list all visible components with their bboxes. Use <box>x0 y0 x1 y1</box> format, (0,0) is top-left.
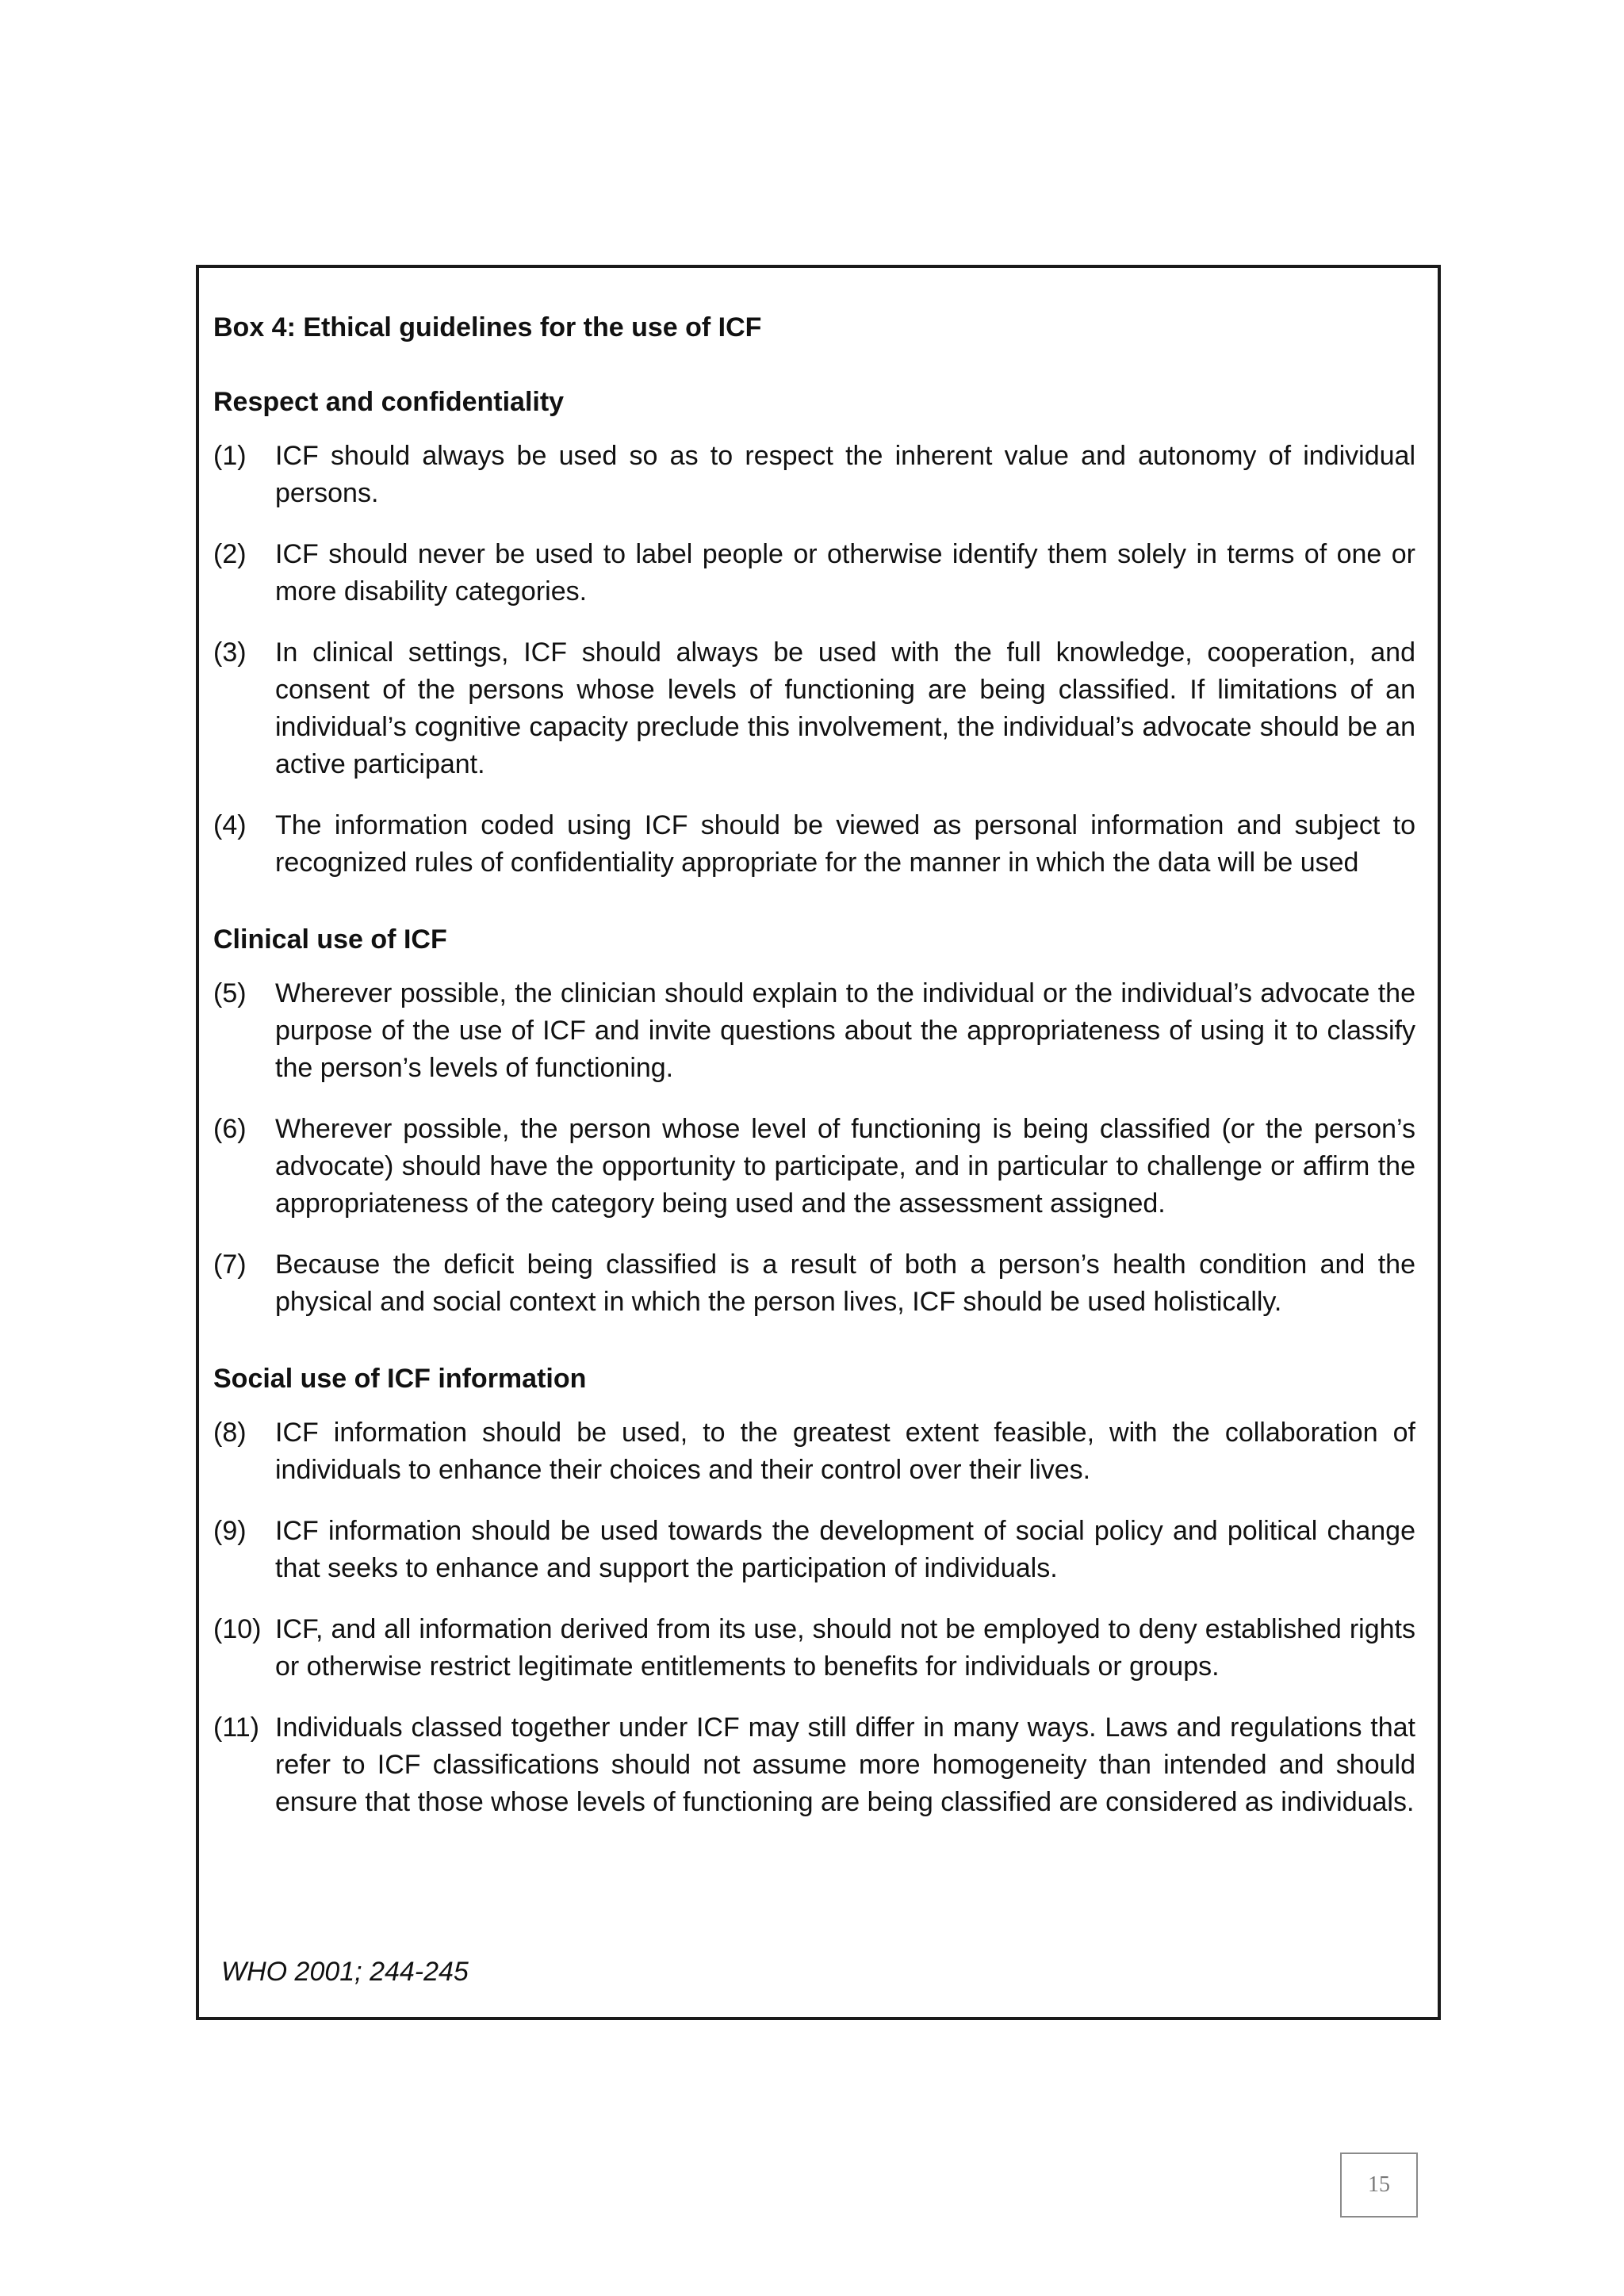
list-item <box>213 807 1415 882</box>
item-number: (8) <box>213 1418 247 1448</box>
list-item <box>213 536 1415 610</box>
item-text: Wherever possible, the clinician should explain to the individual or the individual’s advocate the purpose of the use of ICF and invite questions about the appropriateness of using it to classify the person’s levels of functioning. <box>275 978 1415 1083</box>
item-number: (1) <box>213 441 247 471</box>
item-number: (2) <box>213 539 247 569</box>
item-number: (5) <box>213 978 247 1008</box>
item-text: The information coded using ICF should be viewed as personal information and subject to recognized rules of confidentiality appropriate for the manner in which the data will be used <box>275 810 1415 878</box>
section-heading-respect: Respect and confidentiality <box>213 387 565 417</box>
item-text: ICF should never be used to label people or otherwise identify them solely in terms of one or more disability categories. <box>275 539 1415 607</box>
item-text: ICF information should be used towards the development of social policy and political change that seeks to enhance and support the participation of individuals. <box>275 1516 1415 1583</box>
section-heading-social: Social use of ICF information <box>213 1364 587 1394</box>
list-item <box>213 975 1415 1087</box>
item-text: ICF should always be used so as to respect the inherent value and autonomy of individual persons. <box>275 441 1415 508</box>
item-number: (4) <box>213 810 247 840</box>
item-text: Individuals classed together under ICF may still differ in many ways. Laws and regulations that refer to ICF classifications should not assume more homogeneity than intended and should ensure that those whose levels of functioning are being classified are considered as individuals. <box>275 1712 1415 1817</box>
list-item <box>213 1414 1415 1489</box>
item-number: (3) <box>213 637 247 668</box>
item-text: ICF, and all information derived from its use, should not be employed to deny established rights or otherwise restrict legitimate entitlements to benefits for individuals or groups. <box>275 1614 1415 1682</box>
item-text: In clinical settings, ICF should always be used with the full knowledge, cooperation, and consent of the persons whose levels of functioning are being classified. If limitations of an individual’s cognitive capacity preclude this involvement, the individual’s advocate should be an active participant. <box>275 637 1415 779</box>
box-title: Box 4: Ethical guidelines for the use of ICF <box>213 312 762 342</box>
box-content <box>213 309 1415 1845</box>
item-number: (11) <box>213 1712 259 1743</box>
section-heading-clinical: Clinical use of ICF <box>213 924 447 955</box>
item-number: (10) <box>213 1614 262 1644</box>
source-citation: WHO 2001; 244-245 <box>221 1957 469 1987</box>
list-item <box>213 1611 1415 1686</box>
item-text: Because the deficit being classified is a result of both a person’s health condition and the physical and social context in which the person lives, ICF should be used holistically. <box>275 1249 1415 1317</box>
list-item <box>213 1246 1415 1321</box>
page-number: 15 <box>1340 2152 1418 2218</box>
item-number: (7) <box>213 1249 247 1280</box>
list-item <box>213 1111 1415 1223</box>
list-item <box>213 438 1415 512</box>
item-number: (9) <box>213 1516 247 1546</box>
item-number: (6) <box>213 1114 247 1144</box>
list-item <box>213 634 1415 783</box>
item-text: Wherever possible, the person whose level of functioning is being classified (or the person’s advocate) should have the opportunity to participate, and in particular to challenge or affirm the appropriateness of the category being used and the assessment assigned. <box>275 1114 1415 1219</box>
item-text: ICF information should be used, to the greatest extent feasible, with the collaboration of individuals to enhance their choices and their control over their lives. <box>275 1418 1415 1485</box>
ethical-guidelines-box <box>196 265 1441 2020</box>
list-item <box>213 1709 1415 1821</box>
list-item <box>213 1513 1415 1587</box>
